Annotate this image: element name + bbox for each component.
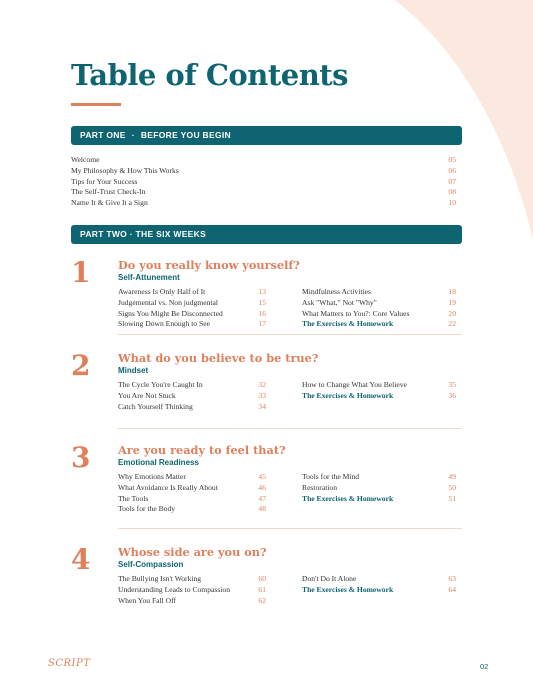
entry-label: Don't Do It Alone — [302, 574, 357, 583]
entry-page: 15 — [258, 297, 266, 307]
toc-entry[interactable] — [118, 402, 266, 413]
entry-label: What Matters to You?: Core Values — [302, 308, 410, 318]
entry-label: Slowing Down Enough to See — [118, 319, 210, 329]
entry-label: The Cycle You're Caught In — [118, 380, 203, 389]
title-underline — [71, 103, 121, 106]
toc-entry[interactable] — [118, 309, 266, 320]
toc-entry[interactable] — [118, 391, 266, 402]
entry-page: 13 — [258, 287, 266, 296]
entry-label: Understanding Leads to Compassion — [118, 584, 230, 594]
section-subtitle: Self-Compassion — [118, 560, 184, 569]
toc-entry-exercises[interactable] — [302, 319, 456, 330]
entry-page: 32 — [258, 380, 266, 389]
toc-entry[interactable] — [118, 287, 266, 298]
section-divider — [118, 528, 462, 529]
entry-label: The Exercises & Homework — [302, 319, 394, 329]
entry-page: 61 — [258, 584, 266, 594]
entry-label: Welcome — [71, 155, 100, 164]
toc-entry[interactable] — [71, 155, 456, 166]
entry-label: Tips for Your Success — [71, 176, 138, 186]
toc-entry[interactable] — [118, 596, 266, 607]
part-one-label: PART ONE — [80, 130, 126, 140]
intro-list — [71, 155, 456, 209]
entry-label: Tools for the Mind — [302, 472, 360, 481]
section-number: 4 — [71, 543, 91, 576]
entry-label: The Self-Trust Check-In — [71, 187, 146, 197]
entry-page: 18 — [448, 287, 456, 296]
section-divider — [118, 428, 462, 429]
toc-entry[interactable] — [302, 287, 456, 298]
toc-entry[interactable] — [118, 380, 266, 391]
entry-page: 47 — [258, 493, 266, 503]
entry-page: 34 — [258, 401, 266, 411]
section-subtitle: Mindset — [118, 366, 149, 375]
section-right-column — [302, 472, 456, 504]
entry-page: 36 — [448, 390, 456, 400]
toc-entry[interactable] — [118, 298, 266, 309]
entry-page: 60 — [258, 574, 266, 583]
entry-label: The Exercises & Homework — [302, 493, 394, 503]
section-question: What do you believe to be true? — [118, 351, 319, 365]
entry-page: 33 — [258, 390, 266, 400]
section-subtitle: Self-Attunement — [118, 273, 180, 282]
section-question: Do you really know yourself? — [118, 258, 300, 272]
entry-label: Judgemental vs. Non judgmental — [118, 297, 218, 307]
entry-label: Why Emotions Matter — [118, 472, 186, 481]
part-one-separator: · — [131, 130, 135, 140]
entry-label: My Philosophy & How This Works — [71, 165, 179, 175]
toc-entry[interactable] — [118, 585, 266, 596]
logo-text: SCRIPT — [48, 658, 91, 669]
toc-entry[interactable] — [302, 309, 456, 320]
section-question: Are you ready to feel that? — [118, 443, 286, 457]
entry-page: 46 — [258, 482, 266, 492]
entry-label: When You Fall Off — [118, 595, 177, 605]
brand-logo — [48, 658, 90, 669]
entry-page: 17 — [258, 319, 266, 329]
entry-label: Catch Yourself Thinking — [118, 401, 193, 411]
section-subtitle: Emotional Readiness — [118, 458, 199, 467]
section-number: 2 — [71, 349, 91, 382]
entry-page: 64 — [448, 584, 456, 594]
entry-page: 20 — [448, 308, 456, 318]
toc-entry[interactable] — [71, 166, 456, 177]
section-right-column — [302, 380, 456, 402]
toc-entry[interactable] — [302, 483, 456, 494]
entry-label: The Tools — [118, 493, 149, 503]
toc-entry[interactable] — [302, 380, 456, 391]
section-divider — [118, 334, 462, 335]
entry-page: 63 — [448, 574, 456, 583]
toc-entry[interactable] — [118, 574, 266, 585]
entry-label: Name It & Give It a Sign — [71, 198, 148, 208]
toc-entry[interactable] — [118, 472, 266, 483]
entry-page: 06 — [448, 165, 456, 175]
toc-entry-exercises[interactable] — [302, 585, 456, 596]
entry-label: Signs You Might Be Disconnected — [118, 308, 223, 318]
entry-page: 19 — [448, 297, 456, 307]
section-left-column — [118, 380, 266, 412]
section-number: 3 — [71, 441, 91, 474]
entry-page: 05 — [448, 155, 456, 164]
toc-entry[interactable] — [71, 198, 456, 209]
entry-label: How to Change What You Believe — [302, 380, 407, 389]
entry-page: 45 — [258, 472, 266, 481]
page-title: Table of Contents — [71, 58, 349, 92]
part-one-header — [71, 126, 462, 145]
toc-entry[interactable] — [118, 504, 266, 515]
entry-page: 50 — [448, 482, 456, 492]
toc-entry[interactable] — [302, 574, 456, 585]
toc-entry-exercises[interactable] — [302, 391, 456, 402]
entry-label: You Are Not Stuck — [118, 390, 176, 400]
entry-page: 62 — [258, 595, 266, 605]
toc-entry[interactable] — [118, 319, 266, 330]
toc-entry[interactable] — [302, 298, 456, 309]
toc-entry[interactable] — [118, 483, 266, 494]
section-left-column — [118, 574, 266, 606]
entry-label: Awareness Is Only Half of It — [118, 287, 206, 296]
toc-entry[interactable] — [302, 472, 456, 483]
section-question: Whose side are you on? — [118, 545, 267, 559]
entry-label: Mindfulness Activities — [302, 287, 371, 296]
toc-entry[interactable] — [118, 494, 266, 505]
section-left-column — [118, 287, 266, 330]
entry-label: The Exercises & Homework — [302, 390, 394, 400]
toc-entry[interactable] — [71, 187, 456, 198]
entry-page: 10 — [448, 198, 456, 208]
part-one-heading: BEFORE YOU BEGIN — [140, 130, 231, 140]
section-left-column — [118, 472, 266, 515]
entry-label: Ask "What," Not "Why" — [302, 297, 377, 307]
part-two-header — [71, 225, 462, 244]
section-number: 1 — [71, 256, 91, 289]
entry-page: 51 — [448, 493, 456, 503]
toc-entry[interactable] — [71, 177, 456, 188]
entry-page: 48 — [258, 504, 266, 514]
entry-page: 16 — [258, 308, 266, 318]
entry-label: The Bullying Isn't Working — [118, 574, 202, 583]
section-right-column — [302, 287, 456, 330]
entry-label: What Avoidance Is Really About — [118, 482, 218, 492]
section-right-column — [302, 574, 456, 596]
entry-page: 07 — [448, 176, 456, 186]
entry-page: 08 — [448, 187, 456, 197]
entry-label: Restoration — [302, 482, 338, 492]
entry-label: Tools for the Body — [118, 504, 176, 514]
entry-label: The Exercises & Homework — [302, 584, 394, 594]
entry-page: 35 — [448, 380, 456, 389]
toc-entry-exercises[interactable] — [302, 494, 456, 505]
page-number: 02 — [480, 662, 489, 671]
part-two-label: PART TWO · THE SIX WEEKS — [80, 229, 207, 239]
entry-page: 49 — [448, 472, 456, 481]
entry-page: 22 — [448, 319, 456, 329]
